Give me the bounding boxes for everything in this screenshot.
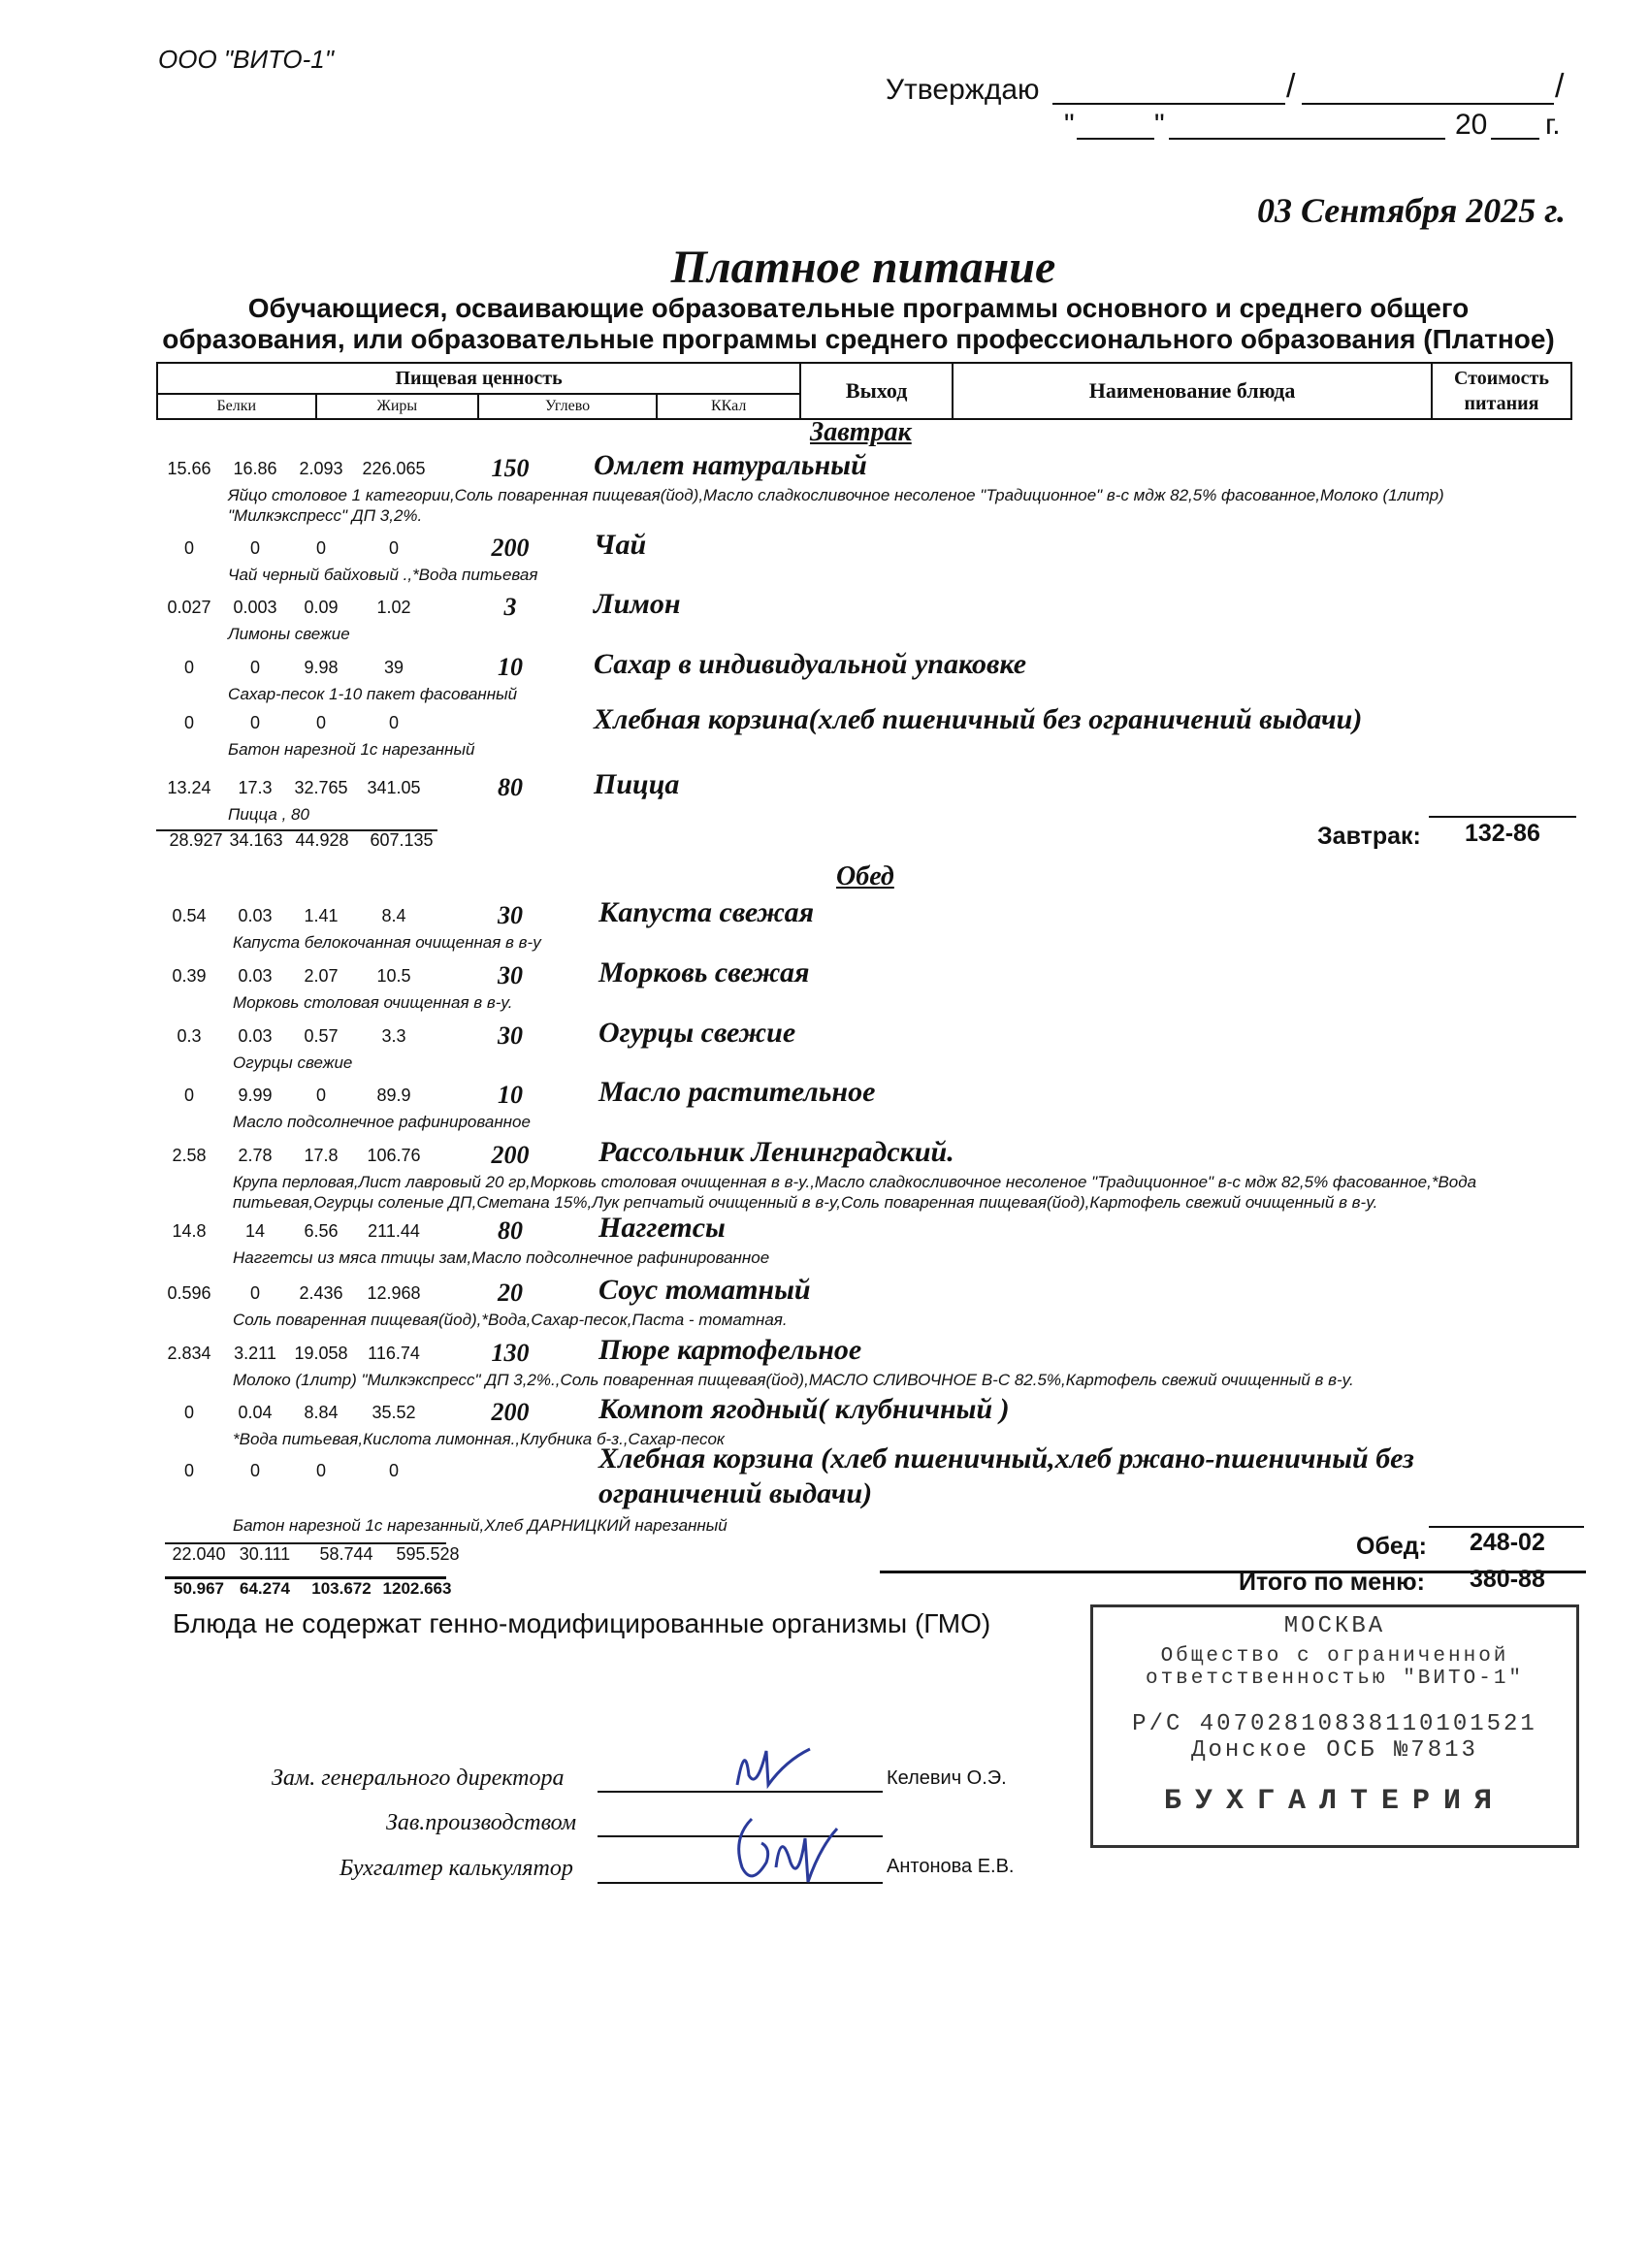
grand-total-carbs: 103.672 [311,1579,372,1598]
lunch-item-kcal: 3.3 [381,1026,406,1046]
breakfast-item-carbs: 0.09 [304,598,339,617]
lunch-heading: Обед [836,861,894,891]
breakfast-item-carbs: 2.093 [299,459,343,478]
lunch-item-output: 30 [498,961,523,989]
lunch-item-protein: 0 [183,1403,194,1422]
date-day-quote: " [1064,109,1075,141]
breakfast-item-output: 80 [498,773,523,801]
lunch-item-output: 200 [491,1141,530,1169]
breakfast-heading: Завтрак [810,417,912,447]
breakfast-item-fat: 0.003 [233,598,277,617]
lunch-item-fat: 0 [249,1461,260,1480]
lunch-total-fat: 30.111 [239,1544,291,1564]
lunch-item-carbs: 19.058 [294,1344,348,1363]
lunch-item-carbs: 2.07 [304,966,339,986]
lunch-item-fat: 0 [249,1283,260,1303]
year-suffix: г. [1545,109,1561,141]
col-protein: Белки [157,394,316,419]
col-output: Выход [800,363,953,419]
lunch-item-output: 80 [498,1216,523,1245]
breakfast-item-protein: 13.24 [167,778,211,797]
signature-name-accountant: Антонова Е.В. [887,1856,1015,1877]
lunch-item-name: Хлебная корзина (хлеб пшеничный,хлеб ржано-пшеничный без ограничений выдачи) [598,1442,1414,1509]
col-nutrition: Пищевая ценность [157,363,800,394]
col-cost: Стоимость питания [1432,363,1571,419]
lunch-item-protein: 2.834 [167,1344,211,1363]
lunch-item-name: Рассольник Ленинградский. [598,1136,954,1168]
lunch-item-fat: 0.03 [238,906,273,925]
col-dish-name: Наименование блюда [953,363,1432,419]
lunch-sum-label: Обед: [1356,1533,1427,1560]
lunch-total-carbs: 58.744 [319,1544,373,1564]
stamp-bank: Донское ОСБ №7813 [1191,1737,1478,1764]
lunch-item-carbs: 17.8 [304,1146,339,1165]
stamp-city: МОСКВА [1283,1613,1386,1639]
breakfast-item-ingredients: Сахар-песок 1-10 пакет фасованный [228,685,518,703]
breakfast-sum-value: 132-86 [1465,820,1540,847]
stamp-org-line2: ответственностью "ВИТО-1" [1145,1668,1525,1690]
lunch-item-carbs: 6.56 [304,1221,339,1241]
signature-name-deputy-director: Келевич О.Э. [887,1767,1007,1789]
lunch-item-protein: 0.3 [177,1026,202,1046]
page-title: Платное питание [670,242,1056,293]
signature-role-deputy-director: Зам. генерального директора [272,1766,565,1791]
breakfast-item-name: Чай [594,529,647,561]
lunch-item-carbs: 0 [315,1461,326,1480]
lunch-item-output: 200 [491,1398,530,1426]
lunch-item-ingredients: Огурцы свежие [233,1053,353,1072]
year-line [1491,138,1539,140]
lunch-item-fat: 14 [244,1221,266,1241]
grand-total-fat: 64.274 [240,1579,290,1598]
date-day-quote-close: " [1154,109,1165,141]
breakfast-total-protein: 28.927 [169,830,223,850]
breakfast-item-protein: 0 [183,538,194,558]
breakfast-item-output: 150 [491,454,530,482]
lunch-item-carbs: 2.436 [299,1283,343,1303]
lunch-item-ingredients: Масло подсолнечное рафинированное [233,1113,531,1131]
lunch-sum-value: 248-02 [1470,1529,1545,1556]
lunch-item-ingredients: *Вода питьевая,Кислота лимонная.,Клубника б-з.,Сахар-песок [233,1430,725,1448]
breakfast-item-protein: 15.66 [167,459,211,478]
lunch-item-ingredients: Молоко (1литр) "Милкэкспресс" ДП 3,2%.,Соль поваренная пищевая(йод),МАСЛО СЛИВОЧНОЕ В-С 82.5%,Картофель свежий очищенный в в-у. [233,1371,1354,1389]
breakfast-item-ingredients: Чай черный байховый .,*Вода питьевая [228,566,538,584]
lunch-item-kcal: 116.74 [368,1344,420,1363]
breakfast-item-ingredients: Батон нарезной 1с нарезанный [228,740,475,759]
breakfast-total-kcal: 607.135 [370,830,434,850]
lunch-item-name: Капуста свежая [598,896,815,928]
lunch-item-ingredients: Капуста белокочанная очищенная в в-у [233,933,541,952]
lunch-item-kcal: 89.9 [376,1085,411,1105]
lunch-item-protein: 14.8 [172,1221,207,1241]
breakfast-sum-line [1429,816,1576,818]
lunch-item-carbs: 1.41 [304,906,339,925]
lunch-item-carbs: 0.57 [304,1026,339,1046]
breakfast-item-ingredients: Пицца , 80 [228,805,309,824]
date-day-line [1077,138,1154,140]
lunch-item-output: 130 [491,1339,530,1367]
lunch-item-output: 30 [498,901,523,929]
lunch-item-protein: 0.54 [172,906,207,925]
breakfast-item-carbs: 0 [315,713,326,732]
lunch-item-fat: 9.99 [238,1085,273,1105]
year-prefix: 20 [1455,109,1488,141]
lunch-item-carbs: 0 [315,1085,326,1105]
handwritten-signature-1 [718,1732,824,1799]
page-subtitle: Обучающиеся, осваивающие образовательные программы основного и среднего общего образования, или образовательные программы среднего профессионального образования (Платное) [162,293,1555,354]
lunch-item-ingredients: Соль поваренная пищевая(йод),*Вода,Сахар-песок,Паста - томатная. [233,1311,788,1329]
lunch-item-kcal: 106.76 [367,1146,421,1165]
breakfast-item-ingredients: Яйцо столовое 1 категории,Соль поваренная пищевая(йод),Масло сладкосливочное несоленое "Традиционное" в-с мдж 82,5% фасованное,Молоко (1литр) "Милкэкспресс" ДП 3,2%. [228,486,1444,525]
stamp-account: Р/С 40702810838110101521 [1132,1711,1537,1737]
organization-name: ООО "ВИТО-1" [158,45,334,74]
breakfast-item-name: Лимон [594,588,681,620]
breakfast-item-fat: 17.3 [238,778,273,797]
lunch-item-name: Компот ягодный( клубничный ) [598,1393,1010,1425]
breakfast-item-ingredients: Лимоны свежие [228,625,350,643]
breakfast-item-kcal: 0 [388,713,399,732]
signature-role-accountant: Бухгалтер калькулятор [340,1856,573,1881]
lunch-item-output: 30 [498,1021,523,1050]
breakfast-item-protein: 0 [183,713,194,732]
grand-sum-value: 380-88 [1470,1566,1545,1593]
col-carbs: Углево [478,394,657,419]
approve-slash: / [1286,68,1296,105]
breakfast-item-carbs: 9.98 [304,658,339,677]
lunch-item-ingredients: Морковь столовая очищенная в в-у. [233,993,513,1012]
approve-label: Утверждаю [886,74,1040,106]
lunch-item-name: Соус томатный [598,1274,811,1306]
lunch-item-protein: 0 [183,1461,194,1480]
breakfast-item-output: 200 [491,534,530,562]
lunch-item-fat: 0.04 [238,1403,273,1422]
lunch-item-name: Морковь свежая [598,956,810,988]
lunch-item-protein: 0 [183,1085,194,1105]
breakfast-item-protein: 0 [183,658,194,677]
breakfast-item-fat: 0 [249,713,260,732]
breakfast-item-carbs: 32.765 [294,778,348,797]
lunch-item-fat: 0.03 [238,1026,273,1046]
breakfast-item-fat: 16.86 [233,459,277,478]
breakfast-item-output: 3 [503,593,517,621]
date-month-line [1169,138,1445,140]
lunch-item-name: Наггетсы [598,1212,726,1244]
lunch-item-kcal: 211.44 [368,1221,420,1241]
breakfast-item-name: Пицца [594,768,680,800]
lunch-item-kcal: 10.5 [376,966,411,986]
lunch-item-output: 20 [498,1279,523,1307]
breakfast-item-kcal: 341.05 [367,778,421,797]
lunch-total-kcal: 595.528 [396,1544,460,1564]
lunch-item-protein: 0.39 [172,966,207,986]
breakfast-total-carbs: 44.928 [295,830,349,850]
signature-role-production-head: Зав.производством [386,1810,577,1835]
lunch-item-protein: 2.58 [172,1146,207,1165]
grand-total-kcal: 1202.663 [382,1579,452,1598]
lunch-item-output: 10 [498,1081,523,1109]
breakfast-item-kcal: 226.065 [362,459,426,478]
lunch-item-ingredients: Батон нарезной 1с нарезанный,Хлеб ДАРНИЦКИЙ нарезанный [233,1516,728,1535]
handwritten-signature-2 [723,1809,858,1896]
lunch-item-ingredients: Крупа перловая,Лист лавровый 20 гр,Морковь столовая очищенная в в-у.,Масло сладкосливочное несоленое "Традиционное" в-с мдж 82,5% фасованное,*Вода питьевая,Огурцы соленые ДП,Сметана 15%,Лук репчатый очищенный в в-у,Соль поваренная пищевая(йод),Картофель свежий очищенный в в-у. [233,1173,1477,1212]
approve-slash-end: / [1555,68,1565,105]
lunch-item-name: Пюре картофельное [598,1334,862,1366]
breakfast-item-name: Хлебная корзина(хлеб пшеничный без ограничений выдачи) [594,703,1363,735]
breakfast-item-fat: 0 [249,538,260,558]
grand-sum-label: Итого по меню: [1239,1569,1425,1596]
grand-total-protein: 50.967 [174,1579,224,1598]
approve-name-line [1302,103,1554,105]
breakfast-item-output: 10 [498,653,523,681]
breakfast-item-fat: 0 [249,658,260,677]
approve-signature-line [1052,103,1285,105]
breakfast-item-kcal: 1.02 [376,598,411,617]
breakfast-item-kcal: 39 [383,658,404,677]
lunch-item-fat: 3.211 [234,1344,276,1363]
menu-date: 03 Сентября 2025 г. [1257,191,1567,230]
breakfast-sum-label: Завтрак: [1317,823,1421,850]
lunch-item-name: Огурцы свежие [598,1017,796,1049]
accounting-stamp [1090,1604,1579,1848]
lunch-item-fat: 2.78 [238,1146,273,1165]
stamp-org-line1: Общество с ограниченной [1160,1645,1509,1668]
lunch-sum-line [1429,1526,1584,1528]
lunch-item-protein: 0.596 [167,1283,211,1303]
lunch-item-name: Масло растительное [598,1076,876,1108]
lunch-item-kcal: 8.4 [381,906,406,925]
breakfast-item-name: Сахар в индивидуальной упаковке [594,648,1027,680]
lunch-item-fat: 0.03 [238,966,273,986]
gmo-note: Блюда не содержат генно-модифицированные организмы (ГМО) [173,1608,991,1638]
breakfast-total-fat: 34.163 [229,830,283,850]
table-header [156,362,1572,420]
col-kcal: ККал [657,394,800,419]
lunch-item-kcal: 0 [388,1461,399,1480]
breakfast-item-name: Омлет натуральный [594,449,867,481]
lunch-total-protein: 22.040 [172,1544,226,1564]
breakfast-item-kcal: 0 [388,538,399,558]
lunch-item-ingredients: Наггетсы из мяса птицы зам,Масло подсолнечное рафинированное [233,1248,770,1267]
lunch-item-kcal: 35.52 [372,1403,416,1422]
lunch-item-kcal: 12.968 [367,1283,421,1303]
breakfast-item-carbs: 0 [315,538,326,558]
col-fat: Жиры [316,394,478,419]
stamp-department: БУХГАЛТЕРИЯ [1163,1785,1506,1818]
lunch-item-carbs: 8.84 [304,1403,339,1422]
breakfast-item-protein: 0.027 [167,598,211,617]
